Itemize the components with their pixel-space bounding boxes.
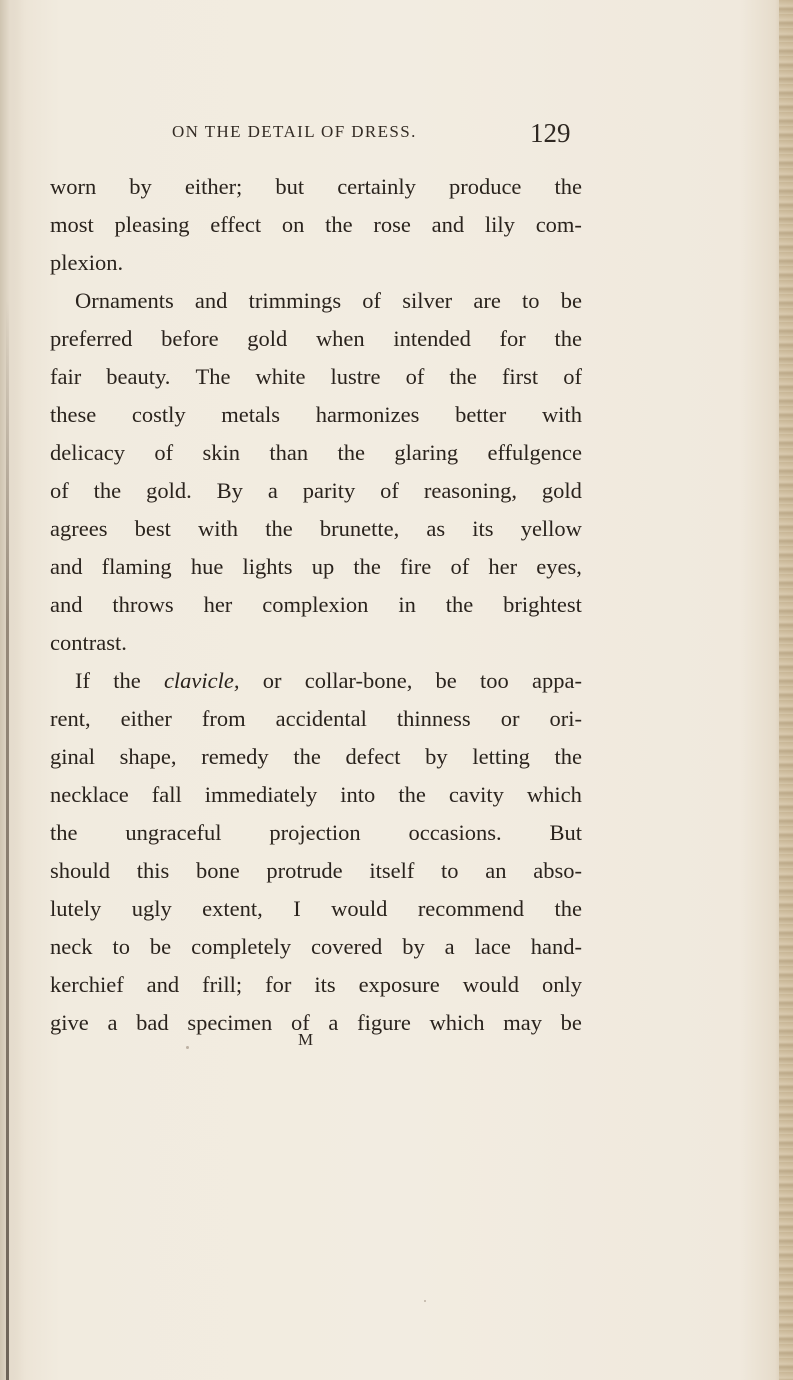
word: her [203,592,233,617]
page-header [0,118,793,148]
word: to [112,934,130,959]
text-line [50,358,582,396]
word: and [50,592,83,617]
word: when [315,326,365,351]
word: to [441,858,459,883]
word: of [563,364,582,389]
text-line [50,966,582,1004]
word: itself [369,858,415,883]
word: specimen [187,1010,273,1035]
word: But [549,820,582,845]
paper-speck [424,1300,426,1302]
word: fall [151,782,182,807]
word: to [522,288,540,313]
word: letting [472,744,530,769]
word: remedy [201,744,269,769]
word: the [265,516,293,541]
word: should [50,858,111,883]
word: the [353,554,381,579]
text-line [50,852,582,890]
word: gold [541,478,582,503]
word: Ornaments [75,288,174,313]
text-line [50,168,582,206]
text-line [50,206,582,244]
word: and [146,972,180,997]
word: or [262,668,282,693]
word: be [149,934,172,959]
word: effect [210,212,262,237]
word: cavity [448,782,504,807]
word: rose [373,212,411,237]
word: the [445,592,474,617]
word: these [50,402,97,427]
word: a [267,478,278,503]
word: its [472,516,494,541]
word: neck [50,934,93,959]
word: eyes, [536,554,582,579]
word: would [331,896,388,921]
word: trimmings [248,288,342,313]
word: the [293,744,321,769]
word: glaring [394,440,459,465]
word: yellow [520,516,582,541]
paper-speck [186,1046,189,1049]
word: than [269,440,309,465]
word: bone [195,858,240,883]
word: the [554,174,582,199]
word: of [380,478,399,503]
word: the [398,782,426,807]
word: for [265,972,292,997]
word: com- [535,212,582,237]
word: ginal [50,744,95,769]
word: shape, [119,744,177,769]
word: be [560,1010,582,1035]
word: the [554,896,582,921]
word: completely [191,934,292,959]
text-line [50,700,582,738]
word: lutely [50,896,102,921]
word: flaming [101,554,172,579]
word: beauty. [106,364,171,389]
word: brunette, [319,516,400,541]
text-line [50,662,582,700]
text-line [50,472,582,510]
word: fair [50,364,82,389]
word: a [107,1010,118,1035]
word: the [449,364,477,389]
word: harmonizes [315,402,420,427]
word: may [503,1010,542,1035]
word: agrees [50,516,108,541]
word: skin [202,440,240,465]
word: throws [112,592,174,617]
signature-mark: M [298,1030,315,1049]
word: of [154,440,174,465]
word: the [113,668,141,693]
word: plexion. [50,250,124,275]
word: this [136,858,170,883]
word: the [325,212,353,237]
page-number: 129 [530,118,571,148]
word: appa- [532,668,582,693]
word: by [402,934,425,959]
word: collar-bone, [304,668,413,693]
word: bad [136,1010,169,1035]
text-line [50,396,582,434]
word: costly [131,402,186,427]
word: contrast. [50,630,127,655]
text-line [50,814,582,852]
text-line [50,738,582,776]
running-head: ON THE DETAIL OF DRESS. [172,122,417,141]
text-line [50,548,582,586]
word: by [425,744,448,769]
word: be [435,668,457,693]
word: preferred [50,326,133,351]
word: thinness [396,706,471,731]
word: recommend [417,896,525,921]
word: metals [221,402,281,427]
word: ungraceful [125,820,222,845]
word: white [255,364,306,389]
word: abso- [533,858,582,883]
word: on [281,212,305,237]
word: intended [393,326,471,351]
word: ugly [131,896,172,921]
word: I [293,896,301,921]
page-edge-fore-edge [779,0,793,1380]
word: and [431,212,465,237]
word: The [195,364,231,389]
word: but [275,174,305,199]
word: produce [448,174,522,199]
word: in [398,592,416,617]
word: reasoning, [423,478,517,503]
word: for [499,326,526,351]
word: clavicle, [163,668,240,693]
word: as [426,516,446,541]
word: of [405,364,425,389]
text-line [50,890,582,928]
word: too [480,668,509,693]
word: a [444,934,455,959]
word: either [120,706,172,731]
word: an [485,858,507,883]
word: from [201,706,246,731]
word: before [161,326,219,351]
word: be [560,288,582,313]
word: of [450,554,470,579]
word: and [50,554,83,579]
word: rent, [50,706,91,731]
body-text [50,168,582,1042]
word: first [501,364,539,389]
word: lace [474,934,511,959]
word: either; [184,174,243,199]
word: accidental [275,706,367,731]
text-line [50,244,582,282]
word: lustre [330,364,381,389]
word: the [337,440,365,465]
word: and [194,288,228,313]
word: parity [302,478,356,503]
word: into [340,782,376,807]
word: with [198,516,239,541]
text-line [50,928,582,966]
word: the [93,478,122,503]
word: gold [247,326,288,351]
word: defect [345,744,401,769]
word: which [526,782,582,807]
word: covered [311,934,383,959]
text-line [50,320,582,358]
word: of [50,478,69,503]
word: lights [242,554,293,579]
word: protrude [266,858,343,883]
word: exposure [358,972,440,997]
word: hue [190,554,224,579]
text-line [50,510,582,548]
word: brightest [503,592,582,617]
word: the [554,744,582,769]
word: necklace [50,782,129,807]
word: gold. [146,478,192,503]
word: lily [484,212,515,237]
word: a [328,1010,339,1035]
word: extent, [202,896,263,921]
gutter-shadow [0,0,26,1380]
word: best [134,516,171,541]
word: would [462,972,520,997]
text-line [50,1004,582,1042]
word: effulgence [487,440,582,465]
word: silver [402,288,453,313]
word: If [75,668,90,693]
word: immediately [204,782,318,807]
word: which [429,1010,485,1035]
word: by [129,174,152,199]
word: the [554,326,582,351]
word: certainly [337,174,416,199]
word: figure [357,1010,411,1035]
word: most [50,212,94,237]
word: or [500,706,520,731]
word: projection [269,820,361,845]
text-line [50,776,582,814]
word: kerchief [50,972,124,997]
word: ori- [549,706,582,731]
word: pleasing [114,212,190,237]
text-line [50,624,582,662]
word: complexion [262,592,369,617]
word: worn [50,174,97,199]
word: of [362,288,382,313]
word: the [50,820,78,845]
word: hand- [530,934,582,959]
word: only [541,972,582,997]
binding-edge [6,300,9,1380]
word: give [50,1010,89,1035]
text-line [50,586,582,624]
word: up [311,554,335,579]
text-line [50,282,582,320]
word: delicacy [50,440,125,465]
word: better [455,402,507,427]
word: frill; [202,972,243,997]
word: are [473,288,501,313]
word: occasions. [408,820,502,845]
text-line [50,434,582,472]
word: its [314,972,336,997]
word: with [541,402,582,427]
word: her [488,554,518,579]
word: fire [400,554,432,579]
word: of [290,1010,310,1035]
word: By [216,478,243,503]
